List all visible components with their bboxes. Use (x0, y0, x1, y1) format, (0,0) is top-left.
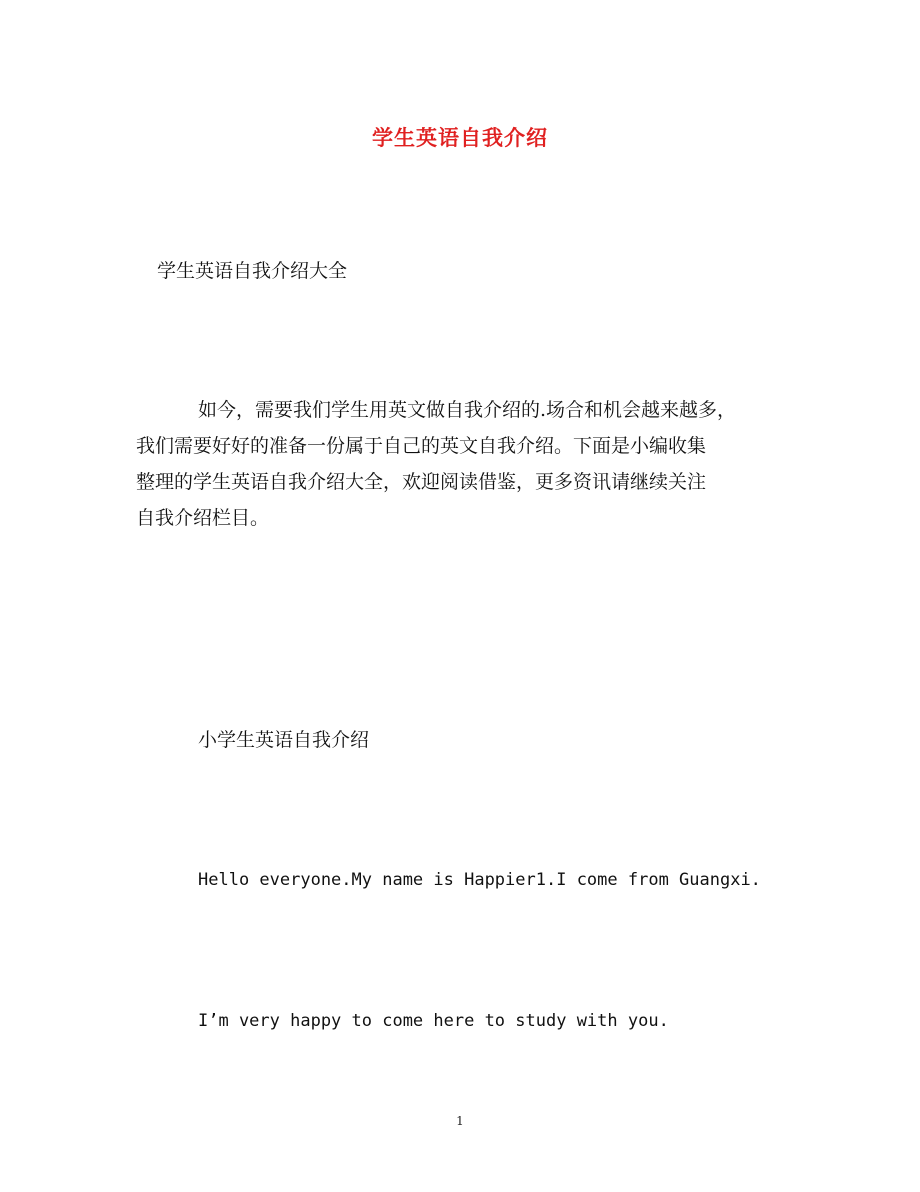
english-line: Hello everyone.My name is Happier1.I come from Guangxi. (198, 870, 761, 890)
intro-line: 整理的学生英语自我介绍大全，欢迎阅读借鉴，更多资讯请继续关注 (136, 471, 707, 493)
intro-line: 我们需要好好的准备一份属于自己的英文自我介绍。下面是小编收集 (136, 435, 707, 457)
section-heading: 学生英语自我介绍大全 (157, 260, 348, 282)
english-line: I’m very happy to come here to study with you. (198, 1011, 669, 1031)
document-title: 学生英语自我介绍 (372, 125, 548, 150)
page-number: 1 (456, 1114, 464, 1128)
subheading: 小学生英语自我介绍 (198, 729, 370, 751)
intro-line: 如今，需要我们学生用英文做自我介绍的.场合和机会越来越多， (198, 399, 737, 421)
intro-paragraph (136, 392, 796, 536)
intro-line: 自我介绍栏目。 (136, 507, 270, 529)
